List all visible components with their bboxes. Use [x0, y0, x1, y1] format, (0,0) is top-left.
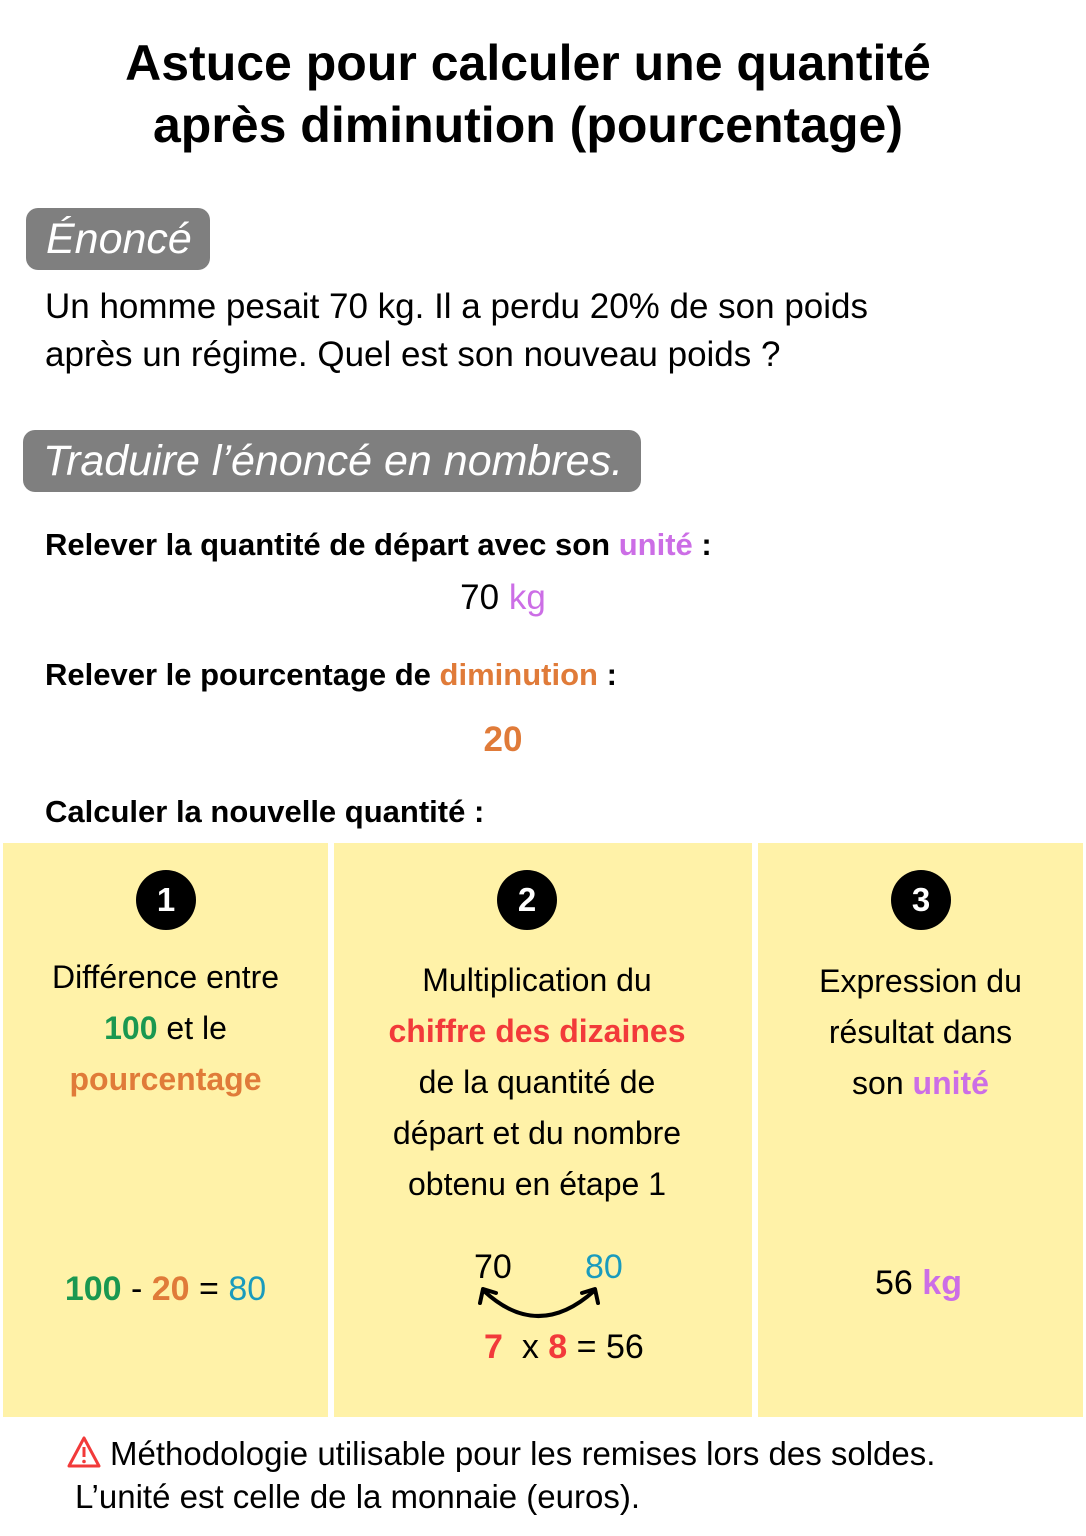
unit-highlight: unité [618, 527, 693, 562]
diminution-highlight: diminution [439, 657, 598, 692]
problem-line-2: après un régime. Quel est son nouveau poids ? [45, 335, 781, 374]
footer-note [66, 1432, 935, 1518]
step-box-1 [3, 843, 328, 1417]
calcul-label: Calculer la nouvelle quantité : [45, 794, 485, 829]
warning-icon [66, 1435, 102, 1469]
step-description: Expression du résultat dans son unité [819, 963, 1022, 1101]
page-title [0, 32, 1056, 156]
footer-line-1: Méthodologie utilisable pour les remises lors des soldes. [110, 1435, 936, 1472]
enonce-section-label: Énoncé [26, 208, 210, 270]
pourcentage-value: 20 [483, 720, 523, 759]
curved-double-arrow-icon [476, 1283, 606, 1323]
step-number-badge: 1 [136, 870, 196, 930]
title-line-2: après diminution (pourcentage) [152, 97, 904, 153]
footer-line-2: L’unité est celle de la monnaie (euros). [75, 1478, 640, 1515]
quantite-unit: kg [508, 578, 546, 617]
step-box-3 [758, 843, 1083, 1417]
step-calculation: 7 x 8 = 56 [484, 1328, 644, 1366]
final-result: 56 kg [875, 1264, 962, 1302]
title-line-1: Astuce pour calculer une quantité [125, 35, 931, 91]
start-quantity: 70 [474, 1248, 512, 1286]
problem-statement [45, 283, 1075, 379]
step1-result: 80 [585, 1248, 623, 1286]
step-number-badge: 2 [497, 870, 557, 930]
quantite-value: 70 kg [460, 578, 546, 617]
step-description: Multiplication du chiffre des dizaines de la quantité de départ et du nombre obtenu en étape 1 [388, 962, 686, 1202]
quantite-label: Relever la quantité de départ avec son unité : [45, 527, 712, 562]
pourcentage-label: Relever le pourcentage de diminution : [45, 657, 617, 692]
step-description: Différence entre 100 et le pourcentage [51, 959, 280, 1097]
step-number-badge: 3 [891, 870, 951, 930]
problem-line-1: Un homme pesait 70 kg. Il a perdu 20% de son poids [45, 287, 868, 326]
step-box-2 [334, 843, 752, 1417]
traduire-section-label: Traduire l’énoncé en nombres. [23, 430, 641, 492]
step-calculation: 100 - 20 = 80 [64, 1270, 267, 1308]
